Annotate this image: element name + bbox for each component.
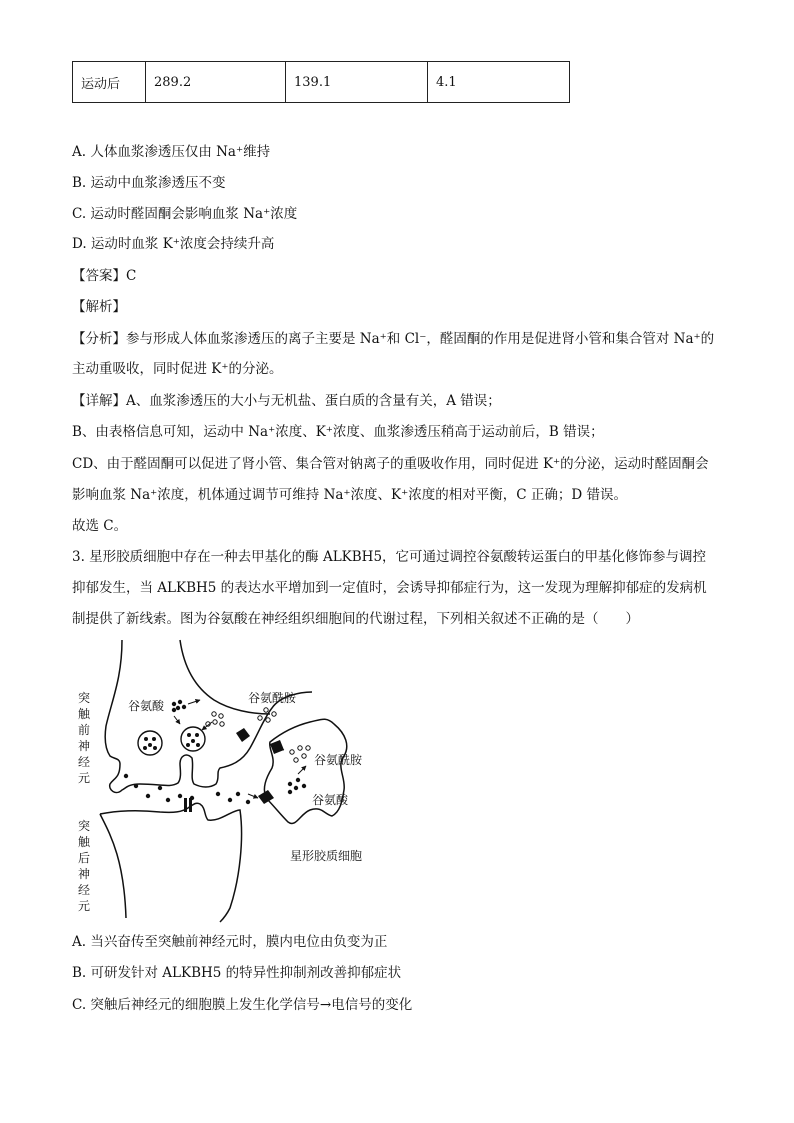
analysis-heading: 【解析】: [72, 299, 126, 315]
postsynaptic-label: [78, 819, 91, 913]
svg-text:突: 突: [78, 691, 91, 705]
svg-text:经: 经: [78, 755, 91, 769]
detail-line: 【详解】A、血浆渗透压的大小与无机盐、蛋白质的含量有关，A 错误；: [72, 393, 501, 409]
postsynaptic-membrane: [100, 814, 126, 918]
svg-text:后: 后: [78, 851, 91, 865]
question-stem: 抑郁发生，当 ALKBH5 的表达水平增加到一定值时，会诱导抑郁症行为，这一发现为理解抑郁症的发病机: [72, 580, 707, 596]
svg-text:经: 经: [78, 883, 91, 897]
question-stem: 制提供了新线索。图为谷氨酸在神经组织细胞间的代谢过程，下列相关叙述不正确的是（ ）: [72, 611, 639, 627]
svg-text:突: 突: [78, 819, 91, 833]
option-c: C. 突触后神经元的细胞膜上发生化学信号→电信号的变化: [72, 997, 413, 1013]
answer-label: 【答案】C: [72, 268, 137, 284]
glutamate-label: 谷氨酸: [128, 699, 165, 713]
table-cell: 289.2: [146, 62, 286, 103]
detail-line: B、由表格信息可知，运动中 Na⁺浓度、K⁺浓度、血浆渗透压稍高于运动前后，B 错误；: [72, 424, 604, 440]
option-b: B. 可研发针对 ALKBH5 的特异性抑制剂改善抑郁症状: [72, 965, 402, 981]
postsynaptic-membrane: [100, 803, 242, 922]
table-row: [73, 62, 570, 103]
glutamine-label: 谷氨酰胺: [248, 691, 297, 705]
data-table: [72, 61, 570, 103]
glutamate-astrocyte-label: 谷氨酸: [312, 793, 349, 807]
conclusion-line: 故选 C。: [72, 518, 128, 534]
glutamine-astrocyte-label: 谷氨酰胺: [314, 753, 363, 767]
svg-text:元: 元: [78, 771, 91, 785]
analysis-line: 主动重吸收，同时促进 K⁺的分泌。: [72, 361, 283, 377]
svg-text:触: 触: [78, 707, 91, 721]
table-cell: 139.1: [286, 62, 428, 103]
option-a: A. 人体血浆渗透压仅由 Na⁺维持: [72, 144, 271, 160]
transporter: [236, 728, 250, 742]
detail-line: 影响血浆 Na⁺浓度，机体通过调节可维持 Na⁺浓度、K⁺浓度的相对平衡，C 正确；D 错误。: [72, 487, 628, 503]
svg-text:元: 元: [78, 899, 91, 913]
option-b: B. 运动中血浆渗透压不变: [72, 175, 226, 191]
option-d: D. 运动时血浆 K⁺浓度会持续升高: [72, 236, 275, 252]
svg-text:神: 神: [78, 867, 91, 881]
astrocyte-membrane: [264, 719, 346, 823]
astrocyte-label: 星形胶质细胞: [290, 849, 363, 863]
table-cell: 4.1: [428, 62, 570, 103]
question-stem: 3. 星形胶质细胞中存在一种去甲基化的酶 ALKBH5，它可通过调控谷氨酸转运蛋白的甲基化修饰参与调控: [72, 549, 707, 565]
analysis-line: 【分析】参与形成人体血浆渗透压的离子主要是 Na⁺和 Cl⁻，醛固酮的作用是促进肾小管和集合管对 Na⁺的: [72, 331, 715, 347]
svg-text:前: 前: [78, 723, 91, 737]
svg-text:触: 触: [78, 835, 91, 849]
receptor: [184, 798, 187, 812]
synapse-diagram: [70, 638, 370, 923]
option-c: C. 运动时醛固酮会影响血浆 Na⁺浓度: [72, 206, 298, 222]
presynaptic-membrane: [105, 640, 312, 792]
row-label-cell: 运动后: [73, 62, 146, 103]
svg-text:神: 神: [78, 739, 91, 753]
option-a: A. 当兴奋传至突触前神经元时，膜内电位由负变为正: [72, 934, 388, 950]
detail-line: CD、由于醛固酮可以促进了肾小管、集合管对钠离子的重吸收作用，同时促进 K⁺的分泌，运动时醛固酮会: [72, 456, 709, 472]
presynaptic-label: [78, 691, 91, 785]
